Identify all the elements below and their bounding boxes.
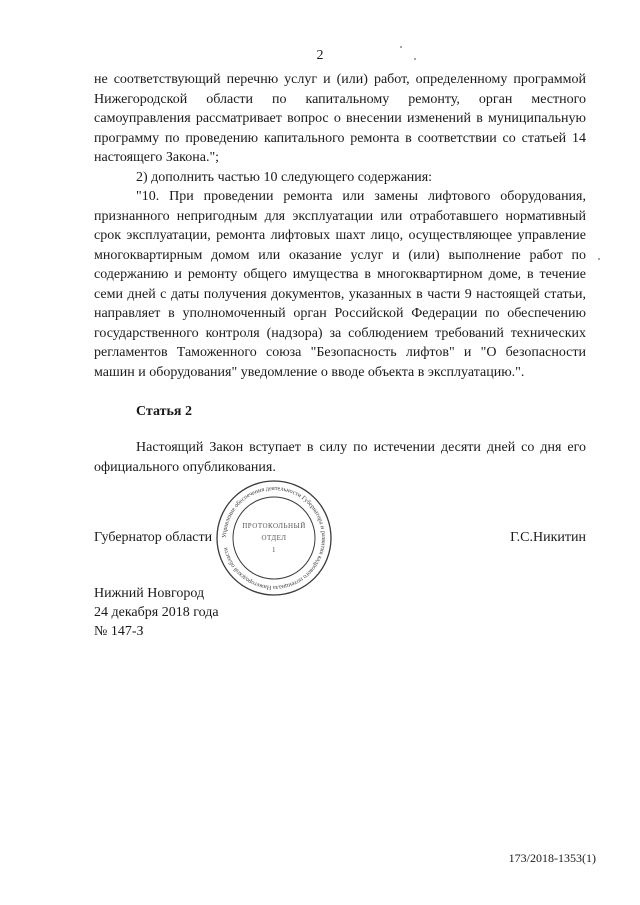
stamp-center-line-3: 1 (272, 546, 276, 554)
stamp-center-line-2: ОТДЕЛ (261, 534, 287, 542)
scan-speck (400, 46, 402, 48)
signature-row (94, 530, 586, 546)
document-code: 173/2018-1353(1) (508, 851, 596, 865)
signatory-name: Г.С.Никитин (510, 530, 586, 545)
paragraph-continuation: не соответствующий перечню услуг и (или) работ, определенному программой Нижегородской области по капитальному ремонту, орган местного самоуправления рассматривает вопрос о внесении изменений в муниципальную программу по проведению капитального ремонта в соответствии со статьей 14 настоящего Закона."; (94, 72, 586, 165)
paragraph-part-10: "10. При проведении ремонта или замены лифтового оборудования, признанного непригодным для эксплуатации или отработавшего нормативный срок эксплуатации, ремонта лифтовых шахт лицо, осуществляющее управление многоквартирным домом или оказание услуг и (или) выполнение работ по содержанию и ремонту общего имущества в многоквартирном доме, в течение семи дней с даты получения документов, указанных в части 9 настоящей статьи, направляет в уполномоченный орган Российской Федерации по обеспечению государственного контроля (надзора) за соблюдением требований технических регламентов Таможенного союза "Безопасность лифтов" и "О безопасности машин и оборудования" уведомление о вводе объекта в эксплуатацию.". (94, 189, 586, 380)
paragraph-item-2: 2) дополнить частью 10 следующего содержания: (136, 169, 433, 185)
stamp-ring-text: Управление обеспечения деятельности Губернатора и развития кадрового потенциала Нижегородской области (220, 484, 328, 592)
stamp-center-line-1: ПРОТОКОЛЬНЫЙ (242, 522, 306, 530)
scan-speck (598, 258, 600, 260)
place-date-number-block (94, 584, 219, 641)
article-2-heading: Статья 2 (136, 404, 192, 419)
signatory-title: Губернатор области (94, 530, 213, 545)
article-1-continuation (94, 70, 586, 382)
page-number: 2 (316, 48, 324, 63)
scan-speck (414, 58, 416, 60)
official-stamp (214, 478, 334, 598)
law-number: № 147-З (94, 624, 144, 639)
city: Нижний Новгород (94, 586, 205, 601)
date: 24 декабря 2018 года (94, 605, 219, 620)
article-2-text: Настоящий Закон вступает в силу по истечении десяти дней со дня его официального опубликования. (94, 440, 586, 475)
